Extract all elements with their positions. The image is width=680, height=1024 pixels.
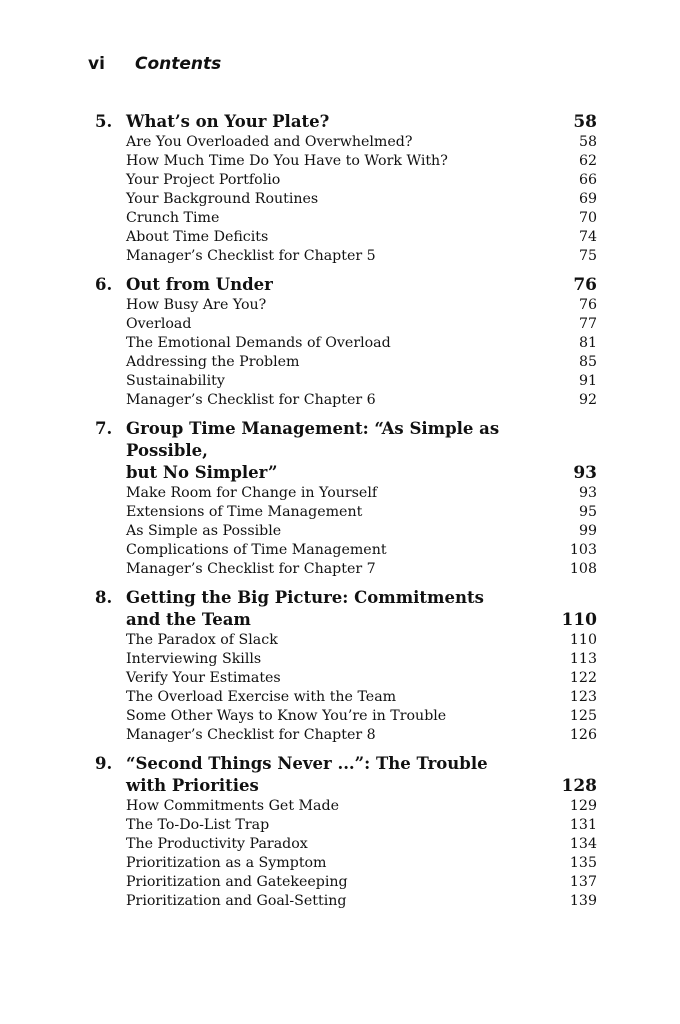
- section-page-number: 126: [569, 727, 597, 743]
- chapter-page-number: 128: [561, 776, 597, 796]
- section-entry: [95, 541, 597, 560]
- section-title: Make Room for Change in Yourself: [126, 485, 378, 501]
- chapter-title: Group Time Management: “As Simple as Possible,: [126, 419, 500, 460]
- section-title: Are You Overloaded and Overwhelmed?: [126, 134, 413, 150]
- section-entry: [95, 797, 597, 816]
- section-title: Manager’s Checklist for Chapter 5: [126, 248, 376, 264]
- chapter-heading-line: [95, 111, 597, 133]
- section-title: Your Project Portfolio: [126, 172, 281, 188]
- chapter-title: with Priorities: [126, 776, 259, 795]
- section-entry: [95, 484, 597, 503]
- section-title: The Emotional Demands of Overload: [126, 335, 391, 351]
- section-page-number: 137: [569, 874, 597, 890]
- section-title: Prioritization and Gatekeeping: [126, 874, 348, 890]
- section-entry: [95, 854, 597, 873]
- running-head-title: Contents: [135, 54, 222, 74]
- chapter-page-number: 110: [561, 610, 597, 630]
- section-entry: [95, 631, 597, 650]
- section-entry: [95, 334, 597, 353]
- chapter-page-number: 93: [573, 463, 597, 483]
- section-title: Interviewing Skills: [126, 651, 262, 667]
- section-entry: [95, 209, 597, 228]
- section-entry: [95, 669, 597, 688]
- section-page-number: 131: [569, 817, 597, 833]
- section-title: Addressing the Problem: [126, 354, 300, 370]
- section-page-number: 135: [569, 855, 597, 871]
- chapter-number: 6.: [95, 275, 113, 294]
- section-title: How Commitments Get Made: [126, 798, 339, 814]
- section-entry: [95, 726, 597, 745]
- section-title: Verify Your Estimates: [126, 670, 281, 686]
- section-page-number: 81: [578, 335, 597, 351]
- section-entry: [95, 688, 597, 707]
- chapter-title: and the Team: [126, 610, 251, 629]
- chapter-entry: [95, 587, 597, 745]
- section-title: Manager’s Checklist for Chapter 6: [126, 392, 376, 408]
- section-page-number: 91: [578, 373, 597, 389]
- chapter-entry: [95, 274, 597, 410]
- chapter-entry: [95, 753, 597, 911]
- section-title: How Much Time Do You Have to Work With?: [126, 153, 448, 169]
- chapter-heading-line: [95, 753, 597, 775]
- chapter-heading-line: [95, 274, 597, 296]
- chapter-title: Out from Under: [126, 275, 273, 294]
- section-title: How Busy Are You?: [126, 297, 267, 313]
- chapter-number-spacer: [95, 609, 126, 631]
- section-page-number: 76: [578, 297, 597, 313]
- section-title: Prioritization as a Symptom: [126, 855, 327, 871]
- section-page-number: 113: [569, 651, 597, 667]
- section-entry: [95, 873, 597, 892]
- section-entry: [95, 190, 597, 209]
- section-title: Extensions of Time Management: [126, 504, 363, 520]
- section-page-number: 77: [578, 316, 597, 332]
- section-title: Sustainability: [126, 373, 225, 389]
- chapter-page-number: 58: [573, 112, 597, 132]
- chapter-heading-line: [95, 462, 597, 484]
- chapter-number-spacer: [95, 775, 126, 797]
- chapter-heading-line: [95, 587, 597, 609]
- section-page-number: 69: [578, 191, 597, 207]
- chapter-title: “Second Things Never ...”: The Trouble: [126, 754, 488, 773]
- section-page-number: 99: [578, 523, 597, 539]
- section-page-number: 95: [578, 504, 597, 520]
- section-title: Prioritization and Goal-Setting: [126, 893, 347, 909]
- chapter-number: 7.: [95, 419, 113, 438]
- section-entry: [95, 522, 597, 541]
- section-page-number: 58: [578, 134, 597, 150]
- section-entry: [95, 315, 597, 334]
- chapter-number-spacer: [95, 462, 126, 484]
- section-entry: [95, 560, 597, 579]
- chapter-title: What’s on Your Plate?: [126, 112, 330, 131]
- section-page-number: 139: [569, 893, 597, 909]
- section-page-number: 110: [569, 632, 597, 648]
- section-entry: [95, 353, 597, 372]
- chapter-page-number: 76: [573, 275, 597, 295]
- section-title: Crunch Time: [126, 210, 220, 226]
- section-title: The Paradox of Slack: [126, 632, 278, 648]
- section-page-number: 70: [578, 210, 597, 226]
- chapter-number: 8.: [95, 588, 113, 607]
- section-page-number: 122: [569, 670, 597, 686]
- section-entry: [95, 133, 597, 152]
- section-entry: [95, 816, 597, 835]
- chapter-entry: [95, 418, 597, 579]
- section-entry: [95, 247, 597, 266]
- table-of-contents: [95, 111, 597, 919]
- chapter-title: Getting the Big Picture: Commitments: [126, 588, 484, 607]
- chapter-number: 5.: [95, 112, 113, 131]
- section-title: Manager’s Checklist for Chapter 7: [126, 561, 376, 577]
- section-page-number: 134: [569, 836, 597, 852]
- section-page-number: 129: [569, 798, 597, 814]
- section-entry: [95, 228, 597, 247]
- chapter-heading-line: [95, 775, 597, 797]
- running-head: [88, 54, 221, 74]
- section-title: Manager’s Checklist for Chapter 8: [126, 727, 376, 743]
- section-title: Complications of Time Management: [126, 542, 387, 558]
- section-page-number: 92: [578, 392, 597, 408]
- section-title: The Productivity Paradox: [126, 836, 308, 852]
- section-entry: [95, 835, 597, 854]
- section-page-number: 103: [569, 542, 597, 558]
- section-entry: [95, 707, 597, 726]
- section-page-number: 74: [578, 229, 597, 245]
- page-number: vi: [88, 54, 105, 74]
- section-page-number: 66: [578, 172, 597, 188]
- chapter-entry: [95, 111, 597, 266]
- section-title: Some Other Ways to Know You’re in Trouble: [126, 708, 447, 724]
- chapter-number: 9.: [95, 754, 113, 773]
- section-title: Your Background Routines: [126, 191, 319, 207]
- section-page-number: 108: [569, 561, 597, 577]
- section-entry: [95, 391, 597, 410]
- chapter-heading-line: [95, 609, 597, 631]
- section-title: As Simple as Possible: [126, 523, 282, 539]
- section-page-number: 125: [569, 708, 597, 724]
- section-title: About Time Deficits: [126, 229, 269, 245]
- section-entry: [95, 503, 597, 522]
- section-title: The To-Do-List Trap: [126, 817, 270, 833]
- section-page-number: 93: [578, 485, 597, 501]
- section-page-number: 85: [578, 354, 597, 370]
- section-entry: [95, 171, 597, 190]
- section-page-number: 62: [578, 153, 597, 169]
- section-page-number: 123: [569, 689, 597, 705]
- chapter-heading-line: [95, 418, 597, 462]
- chapter-title: but No Simpler”: [126, 463, 278, 482]
- section-title: The Overload Exercise with the Team: [126, 689, 397, 705]
- section-entry: [95, 892, 597, 911]
- section-entry: [95, 650, 597, 669]
- section-title: Overload: [126, 316, 192, 332]
- section-page-number: 75: [578, 248, 597, 264]
- section-entry: [95, 152, 597, 171]
- section-entry: [95, 372, 597, 391]
- section-entry: [95, 296, 597, 315]
